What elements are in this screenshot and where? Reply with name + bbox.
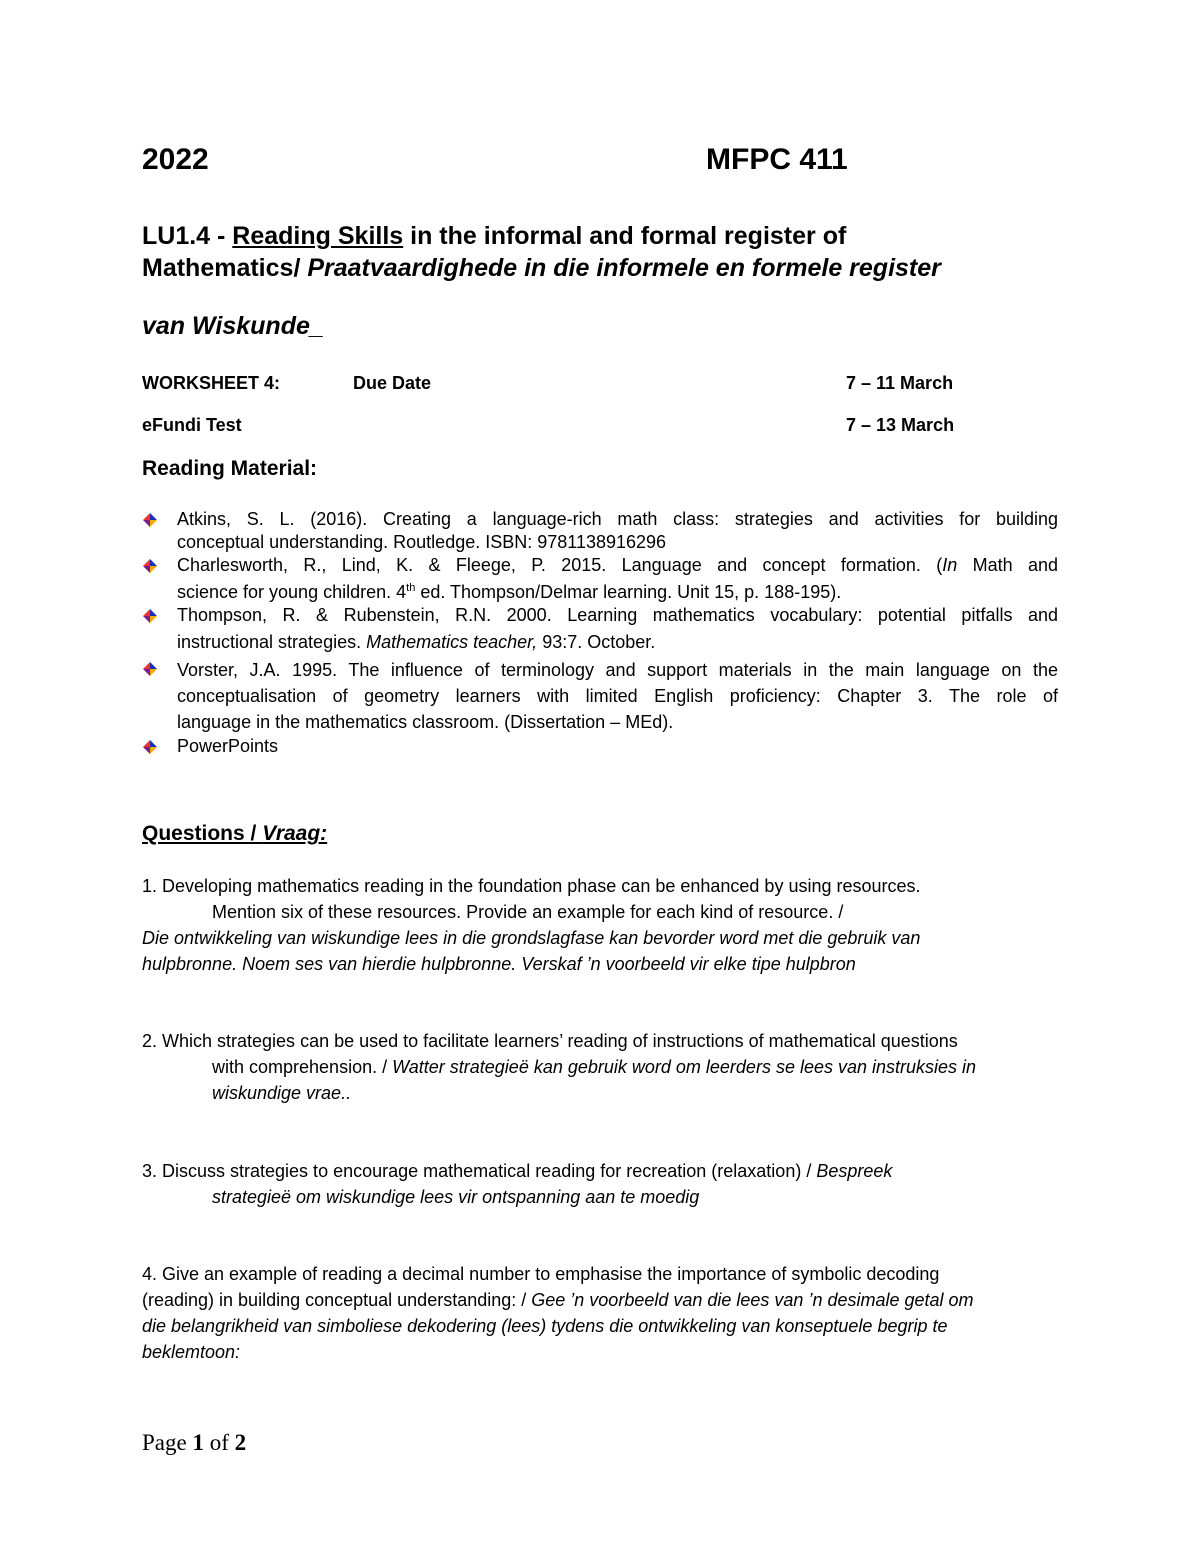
arrow-down-bullet-icon	[142, 512, 158, 528]
ref-vorster-line2: conceptualisation of geometry learners with limited English proficiency: Chapter 3. The role of	[177, 686, 1058, 706]
q3-line1	[142, 1158, 1062, 1184]
q1-line2: Mention six of these resources. Provide an example for each kind of resource. /	[212, 902, 844, 922]
ref-thompson-journal: Mathematics teacher,	[366, 632, 538, 652]
q2-line2-italic: Watter strategieë kan gebruik word om leerders se lees van instruksies in	[392, 1057, 977, 1077]
question-1	[142, 873, 1062, 977]
ref-charlesworth-text-b: Math and	[957, 555, 1058, 575]
arrow-down-bullet-icon	[142, 558, 158, 574]
list-item	[142, 554, 1058, 604]
title-line2-italic: Praatvaardighede in die informele en formele register	[307, 254, 941, 282]
ref-charlesworth-line2	[177, 577, 1058, 604]
q2-line3	[142, 1080, 1062, 1106]
ref-charlesworth-text-d: ed. Thompson/Delmar learning. Unit 15, p. 188-195).	[415, 582, 842, 602]
q2-line1: 2. Which strategies can be used to facilitate learners’ reading of instructions of mathematical questions	[142, 1031, 958, 1051]
q4-line4-italic: beklemtoon:	[142, 1342, 241, 1362]
q1-line3	[142, 925, 1062, 951]
q1-line4	[142, 951, 1062, 977]
ref-charlesworth-text-a: Charlesworth, R., Lind, K. & Fleege, P. 2015. Language and concept formation. (	[177, 555, 943, 575]
questions-heading-plain: Questions /	[142, 822, 263, 845]
ref-thompson-text-b: 93:7. October.	[537, 632, 656, 652]
arrow-down-bullet-icon	[142, 739, 158, 755]
year: 2022	[142, 143, 209, 176]
page-word: Page	[142, 1430, 193, 1455]
title-line2	[142, 252, 1082, 284]
title-line2-plain: Mathematics/	[142, 254, 308, 282]
q3-line1-italic: Bespreek	[816, 1161, 893, 1181]
q1-line1: 1. Developing mathematics reading in the foundation phase can be enhanced by using resources.	[142, 876, 921, 896]
q4-line4	[142, 1339, 1062, 1365]
ref-thompson-line2	[177, 627, 1058, 657]
ref-charlesworth-in: In	[942, 555, 958, 575]
title-underlined: Reading Skills	[232, 222, 404, 250]
page-current: 1	[192, 1430, 204, 1455]
page-number	[142, 1430, 246, 1456]
title-line3	[142, 310, 324, 342]
ref-powerpoints: PowerPoints	[177, 736, 279, 756]
ref-vorster-line1: Vorster, J.A. 1995. The influence of terminology and support materials in the main language on the	[177, 660, 1058, 680]
q1-line4-italic: hulpbronne. Noem ses van hierdie hulpbronne. Verskaf ’n voorbeeld vir elke tipe hulpbron	[142, 954, 856, 974]
q4-line1: 4. Give an example of reading a decimal number to emphasise the importance of symbolic decoding	[142, 1264, 940, 1284]
question-2	[142, 1028, 1062, 1106]
title-line1	[142, 220, 1082, 252]
q4-line2	[142, 1287, 1062, 1313]
ref-charlesworth-sup: th	[406, 582, 416, 594]
q3-line1-plain: 3. Discuss strategies to encourage mathematical reading for recreation (relaxation) /	[142, 1161, 817, 1181]
due-date-label: Due Date	[353, 373, 432, 393]
ref-charlesworth-line1	[177, 554, 1058, 577]
q3-line2	[142, 1184, 1062, 1210]
ref-vorster-line3: language in the mathematics classroom. (Dissertation – MEd).	[177, 712, 674, 732]
worksheet-label: WORKSHEET 4:	[142, 373, 281, 393]
q2-line3-italic: wiskundige vrae..	[212, 1083, 352, 1103]
q2-line2-plain: with comprehension. /	[212, 1057, 393, 1077]
page-total: 2	[234, 1430, 247, 1455]
reading-material-heading: Reading Material:	[142, 457, 318, 480]
q4-line3	[142, 1313, 1062, 1339]
question-4	[142, 1261, 1062, 1365]
page-of-word: of	[203, 1430, 235, 1455]
ref-atkins-line1: Atkins, S. L. (2016). Creating a language-rich math class: strategies and activities for building	[177, 509, 1058, 529]
q4-line3-italic: die belangrikheid van simboliese dekodering (lees) tydens die ontwikkeling van konseptuele begrip te	[142, 1316, 948, 1336]
title-prefix: LU1.4 -	[142, 222, 233, 250]
due-date-value: 7 – 11 March	[846, 373, 954, 393]
list-item	[142, 657, 1058, 735]
arrow-down-bullet-icon	[142, 661, 158, 677]
ref-thompson-line1: Thompson, R. & Rubenstein, R.N. 2000. Learning mathematics vocabulary: potential pitfalls and	[177, 605, 1058, 625]
questions-heading-italic: Vraag:	[262, 822, 328, 845]
questions-heading	[142, 822, 327, 846]
arrow-down-bullet-icon	[142, 608, 158, 624]
q1-line3-italic: Die ontwikkeling van wiskundige lees in die grondslagfase kan bevorder word met die gebruik van	[142, 928, 921, 948]
list-item	[142, 604, 1058, 657]
efundi-test-value: 7 – 13 March	[846, 415, 955, 435]
ref-charlesworth-text-c: science for young children. 4	[177, 582, 407, 602]
q4-line2-plain: (reading) in building conceptual understanding: /	[142, 1290, 532, 1310]
course-code: MFPC 411	[706, 143, 848, 176]
title-line3-italic: van Wiskunde_	[142, 312, 324, 340]
list-item	[142, 508, 1058, 554]
ref-atkins-line2: conceptual understanding. Routledge. ISBN: 9781138916296	[177, 532, 667, 552]
question-3	[142, 1158, 1062, 1210]
ref-thompson-text-a: instructional strategies.	[177, 632, 367, 652]
q4-line2-italic: Gee ’n voorbeeld van die lees van ’n desimale getal om	[531, 1290, 974, 1310]
title-rest: in the informal and formal register of	[403, 222, 847, 250]
reading-material-list	[142, 508, 1058, 758]
q3-line2-italic: strategieë om wiskundige lees vir ontspanning aan te moedig	[212, 1187, 700, 1207]
efundi-test-label: eFundi Test	[142, 415, 242, 435]
list-item	[142, 735, 1058, 758]
q2-line2	[142, 1054, 1062, 1080]
